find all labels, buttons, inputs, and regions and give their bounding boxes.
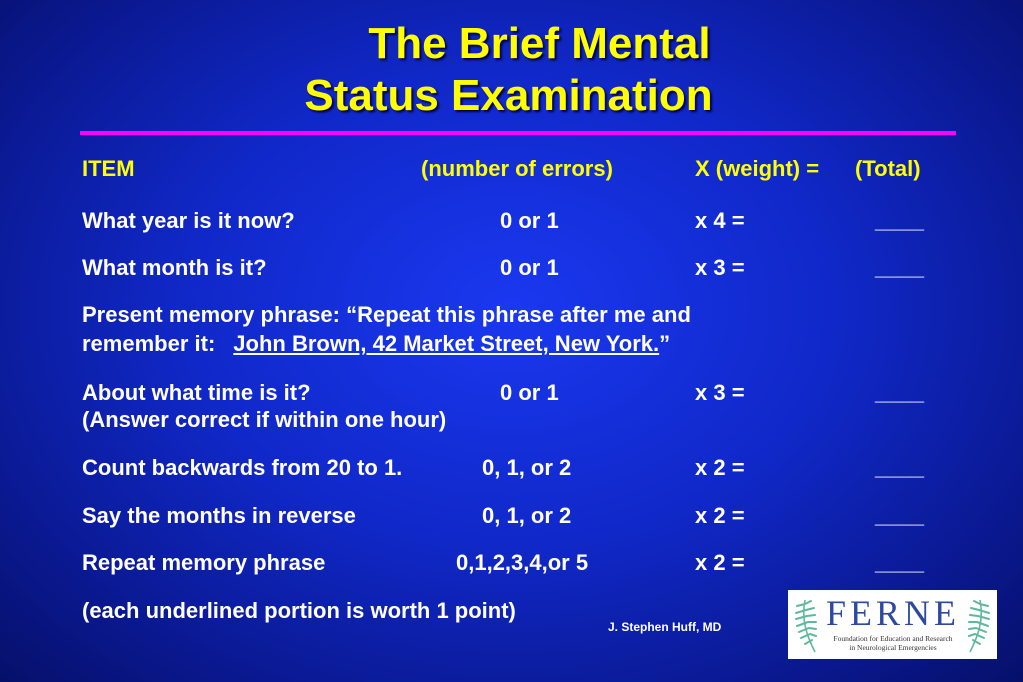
- row-question: Count backwards from 20 to 1.: [82, 455, 403, 480]
- row-weight: x 3 =: [695, 255, 745, 280]
- row-errors: 0 or 1: [500, 380, 559, 405]
- memory-phrase-address: John Brown, 42 Market Street, New York.: [233, 331, 660, 356]
- ferne-logo: [788, 590, 997, 659]
- fern-right-icon: [966, 596, 994, 654]
- row-errors: 0,1,2,3,4,or 5: [456, 550, 589, 575]
- row-total-blank: ____: [875, 455, 924, 480]
- row-weight: x 4 =: [695, 208, 745, 233]
- row-note: (Answer correct if within one hour): [82, 407, 447, 432]
- row-errors: 0 or 1: [500, 208, 559, 233]
- row-total-blank: ____: [875, 550, 924, 575]
- memory-phrase-close-quote: ”: [659, 331, 671, 356]
- header-total: (Total): [855, 156, 921, 181]
- row-total-blank: ____: [875, 380, 924, 405]
- row-weight: x 3 =: [695, 380, 745, 405]
- header-errors: (number of errors): [421, 156, 613, 181]
- divider-rule: [80, 131, 956, 135]
- logo-subtitle-line-1: Foundation for Education and Research: [833, 634, 953, 643]
- header-item: ITEM: [82, 156, 135, 181]
- memory-phrase-line: [82, 331, 670, 357]
- row-question: About what time is it?: [82, 380, 311, 405]
- row-errors: 0, 1, or 2: [482, 455, 572, 480]
- row-question: Say the months in reverse: [82, 503, 356, 528]
- header-weight: X (weight) =: [695, 156, 820, 181]
- row-total-blank: ____: [875, 255, 924, 280]
- memory-phrase-prefix: remember it:: [82, 331, 216, 356]
- row-question: What month is it?: [82, 255, 267, 280]
- footnote: (each underlined portion is worth 1 point): [82, 598, 516, 623]
- title-line-2: Status Examination: [304, 71, 713, 120]
- logo-subtitle-line-2: in Neurological Emergencies: [849, 643, 937, 652]
- row-errors: 0 or 1: [500, 255, 559, 280]
- fern-left-icon: [791, 596, 819, 654]
- title-line-1: The Brief Mental: [368, 19, 711, 68]
- row-total-blank: ____: [875, 208, 924, 233]
- row-question: What year is it now?: [82, 208, 295, 233]
- memory-phrase-intro: Present memory phrase: “Repeat this phrase after me and: [82, 302, 691, 327]
- logo-letters: FERNE: [825, 593, 960, 633]
- row-weight: x 2 =: [695, 550, 745, 575]
- row-total-blank: ____: [875, 503, 924, 528]
- logo-subtitle: [818, 634, 968, 652]
- row-question: Repeat memory phrase: [82, 550, 326, 575]
- row-errors: 0, 1, or 2: [482, 503, 572, 528]
- row-weight: x 2 =: [695, 503, 745, 528]
- row-weight: x 2 =: [695, 455, 745, 480]
- author-credit: J. Stephen Huff, MD: [608, 620, 722, 634]
